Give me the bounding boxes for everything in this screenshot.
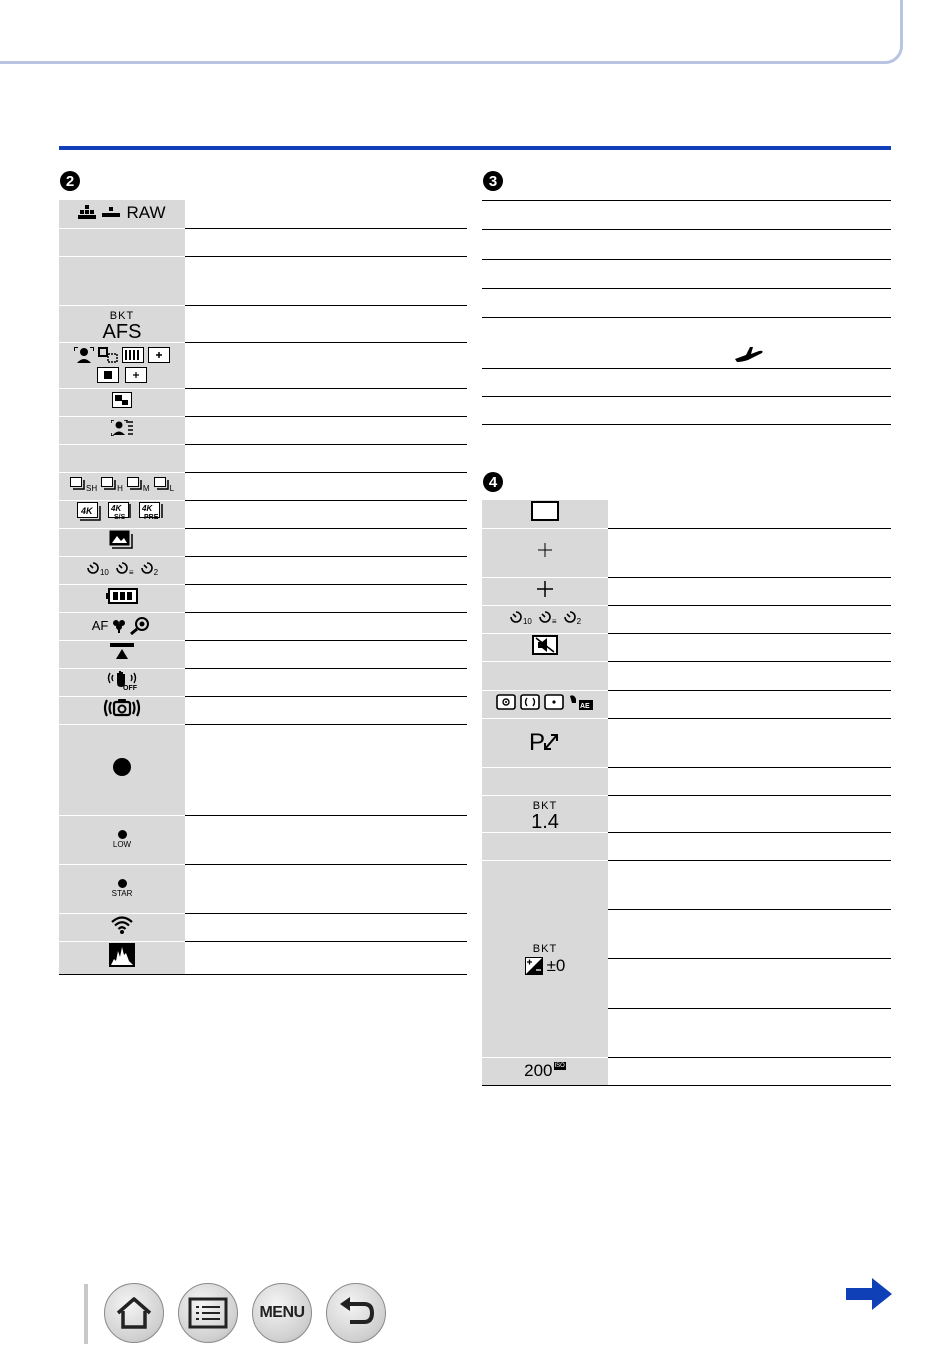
table-row [59,941,467,974]
display-icons-table-left [59,200,467,975]
table-row [59,913,467,941]
spot-metering-target-icon [482,528,608,577]
table-row [482,718,891,767]
contents-button[interactable] [178,1283,238,1343]
fine-quality-icon [78,205,96,219]
timer-10-3-icon: ≡ [538,610,557,626]
face-detection-icon [74,347,94,363]
footer-nav [0,1270,950,1351]
list-item [482,201,891,230]
page-header-frame [0,0,903,64]
table-row [59,556,467,584]
return-icon [336,1296,376,1330]
wifi-icon [59,913,185,941]
pinpoint-icon [125,367,147,383]
table-row [482,577,891,605]
section-number-2: 2 [60,171,80,191]
macro-icons: AF [59,612,185,640]
svg-text:AE: AE [580,702,590,710]
iso-icon: 200 ISO [482,1057,608,1085]
touch-ae-icon [568,694,594,710]
list-item [482,369,891,397]
focus-bracket-icon: BKT AFS [59,305,185,342]
exposure-bracket-icon: BKT ±0 [482,860,608,1057]
table-row [482,528,891,577]
table-row [59,696,467,724]
shake-alert-icon [59,696,185,724]
table-row [59,228,467,256]
timer-10-icon: 10 [509,610,532,626]
table-row [482,633,891,661]
4k-burst-icon [77,502,103,522]
list-icon [188,1297,228,1329]
center-weighted-icon [520,694,540,710]
timer-10-icon: 10 [86,561,109,577]
exposure-comp-icon [525,957,543,975]
table-row [59,668,467,696]
4k-pre-burst-icon [139,502,167,522]
svg-text:S/S: S/S [114,513,126,521]
table-row [59,472,467,500]
post-focus-icon [59,528,185,556]
aperture-bracket-icon: BKT 1.4 [482,795,608,832]
svg-text:P: P [529,729,546,753]
table-row [59,200,467,228]
metering-mode-icons [482,690,608,718]
menu-button[interactable]: MENU [252,1283,312,1343]
4k-burst-ss-icon [108,502,134,522]
self-timer-icons-right [482,605,608,633]
table-row [59,640,467,668]
battery-icon [59,584,185,612]
table-row [59,815,467,864]
standard-quality-icon [102,207,120,217]
flower-icon [112,619,126,633]
table-row [59,388,467,416]
svg-text:4K: 4K [81,505,93,516]
spot-metering-icon [544,694,564,710]
next-page-arrow-icon[interactable] [846,1276,892,1312]
section-3-list [482,200,891,425]
table-row [59,305,467,342]
burst-sh-icon: SH [70,477,97,493]
custom-multi-icon [148,347,170,363]
table-row [59,528,467,556]
svg-text:OFF: OFF [123,684,137,691]
multi-metering-icon [496,694,516,710]
list-item [482,230,891,260]
table-row [482,795,891,832]
af-mode-icons [59,342,185,388]
silent-mode-icon [482,633,608,661]
burst-m-icon: M [127,477,150,493]
back-button[interactable] [326,1283,386,1343]
table-row [482,500,891,528]
list-item [482,289,891,318]
table-row [59,724,467,815]
multi-area-icon [122,347,144,363]
center-marker-icon [482,577,608,605]
table-row [482,767,891,795]
table-row [482,860,891,909]
one-area-icon [97,367,119,383]
histogram-icon [59,941,185,974]
table-row [59,864,467,913]
face-eye-detection-icon [59,416,185,444]
table-row [482,605,891,633]
low-light-icon: LOW [59,815,185,864]
stabilizer-off-icon [59,668,185,696]
footer-divider [84,1284,88,1344]
table-row [59,444,467,472]
recording-dot-icon [59,724,185,815]
list-item [482,318,891,369]
table-row [59,500,467,528]
timer-2-icon: 2 [563,610,581,626]
quality-icons [59,200,185,228]
table-row [482,661,891,690]
table-row [482,690,891,718]
4k-photo-icons [59,500,185,528]
table-row [482,832,891,860]
list-item [482,260,891,289]
home-button[interactable] [104,1283,164,1343]
table-row [482,1057,891,1085]
timer-10-3-icon: ≡ [115,561,134,577]
table-row [59,342,467,388]
burst-icons [59,472,185,500]
program-shift-icon [482,718,608,767]
svg-text:4K: 4K [111,503,122,513]
table-row [59,256,467,305]
section-number-3: 3 [483,171,503,191]
list-item [482,397,891,425]
pip-icon [59,388,185,416]
raw-label: RAW [126,202,166,222]
section-rule [59,146,891,150]
af-area-frame-icon [482,500,608,528]
burst-l-icon: L [154,477,174,493]
airplane-icon [734,344,764,364]
display-icons-table-right [482,500,891,1086]
home-icon [114,1295,154,1331]
svg-text:4K: 4K [142,503,153,513]
section-number-4: 4 [483,472,503,492]
self-timer-icons [59,556,185,584]
table-row [59,612,467,640]
burst-h-icon: H [101,477,123,493]
svg-text:PRE: PRE [144,513,159,521]
tracking-icon [98,347,118,363]
timer-2-icon: 2 [140,561,158,577]
starlight-icon: STAR [59,864,185,913]
table-row [59,416,467,444]
mf-assist-icon [59,640,185,668]
table-row [59,584,467,612]
macro-zoom-icon [130,617,152,635]
